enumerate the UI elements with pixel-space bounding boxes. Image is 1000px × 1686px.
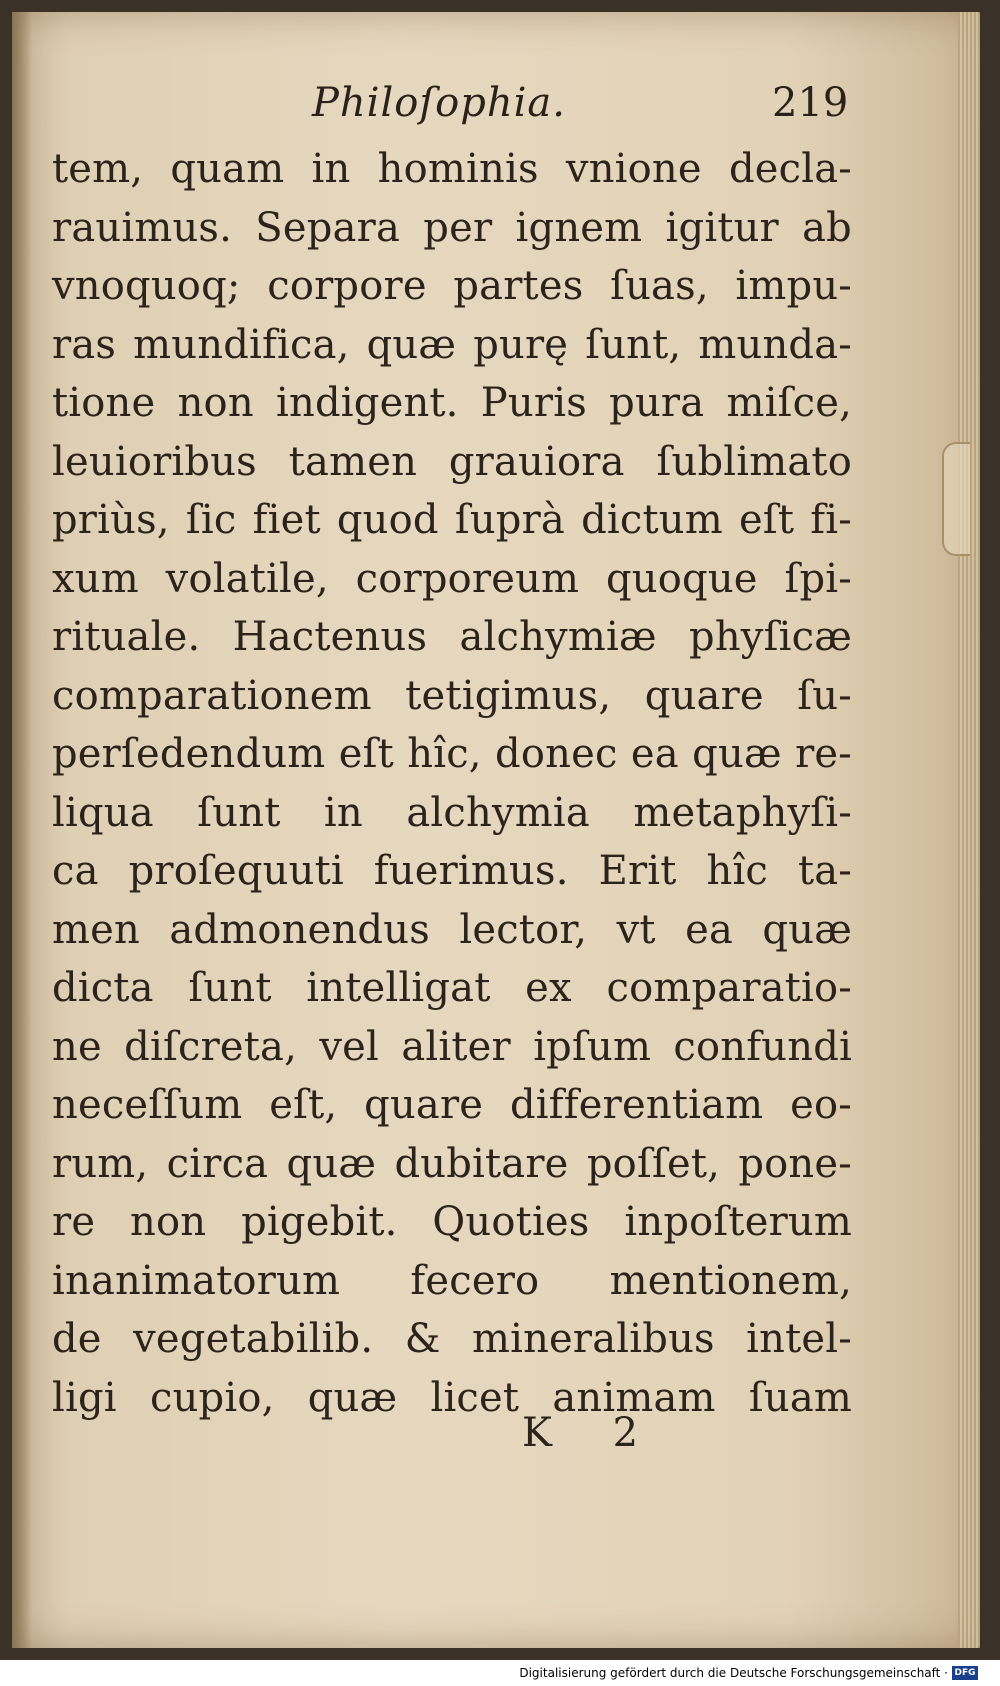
text-line: tem, quam in hominis vnione decla- bbox=[52, 146, 852, 192]
text-line: inanimatorum fecero mentionem, bbox=[52, 1257, 852, 1304]
text-line: re non pigebit. Quoties inpoſterum bbox=[52, 1199, 852, 1245]
text-line: comparationem tetigimus, quare ſu- bbox=[52, 672, 852, 719]
page-edge bbox=[958, 12, 980, 1648]
text-line: vnoquoq; corpore partes ſuas, impu- bbox=[52, 263, 852, 309]
book-clasp bbox=[942, 442, 970, 556]
running-head: Philoſophia. bbox=[312, 80, 566, 126]
text-line: leuioribus tamen grauiora ſublimato bbox=[52, 438, 852, 485]
text-line: ne diſcreta, vel aliter ipſum confundi bbox=[52, 1023, 852, 1070]
page-header bbox=[12, 80, 980, 140]
text-line: tione non indigent. Puris pura miſce, bbox=[52, 380, 852, 426]
text-line: dicta ſunt intelligat ex comparatio- bbox=[52, 965, 852, 1011]
text-line: rum, circa quæ dubitare poſſet, pone- bbox=[52, 1140, 852, 1187]
text-line: rauimus. Separa per ignem igitur ab bbox=[52, 204, 852, 251]
dfg-logo-icon: DFG bbox=[952, 1666, 978, 1680]
text-line: rituale. Hactenus alchymiæ phyſicæ bbox=[52, 614, 852, 660]
digitization-credit bbox=[519, 1666, 978, 1680]
body-text bbox=[52, 140, 852, 1427]
text-line: ca proſequuti fuerimus. Erit hîc ta- bbox=[52, 848, 852, 894]
book-page bbox=[12, 12, 980, 1648]
signature-mark: K 2 bbox=[522, 1410, 663, 1456]
page-number: 219 bbox=[772, 80, 849, 126]
text-line: priùs, ſic fiet quod ſuprà dictum eſt fi- bbox=[52, 497, 852, 543]
text-line: ligi cupio, quæ licet animam ſuam bbox=[52, 1374, 852, 1421]
text-line: xum volatile, corporeum quoque ſpi- bbox=[52, 555, 852, 602]
text-line: men admonendus lector, vt ea quæ bbox=[52, 906, 852, 953]
credit-text: Digitalisierung gefördert durch die Deutsche Forschungsgemeinschaft · bbox=[519, 1666, 948, 1680]
text-line: neceſſum eſt, quare differentiam eo- bbox=[52, 1082, 852, 1128]
text-line: ras mundifica, quæ purę ſunt, munda- bbox=[52, 321, 852, 368]
page-gutter bbox=[12, 12, 32, 1648]
text-line: perſedendum eſt hîc, donec ea quæ re- bbox=[52, 731, 852, 777]
text-line: de vegetabilib. & mineralibus intel- bbox=[52, 1316, 852, 1362]
text-line: liqua ſunt in alchymia metaphyſi- bbox=[52, 789, 852, 836]
